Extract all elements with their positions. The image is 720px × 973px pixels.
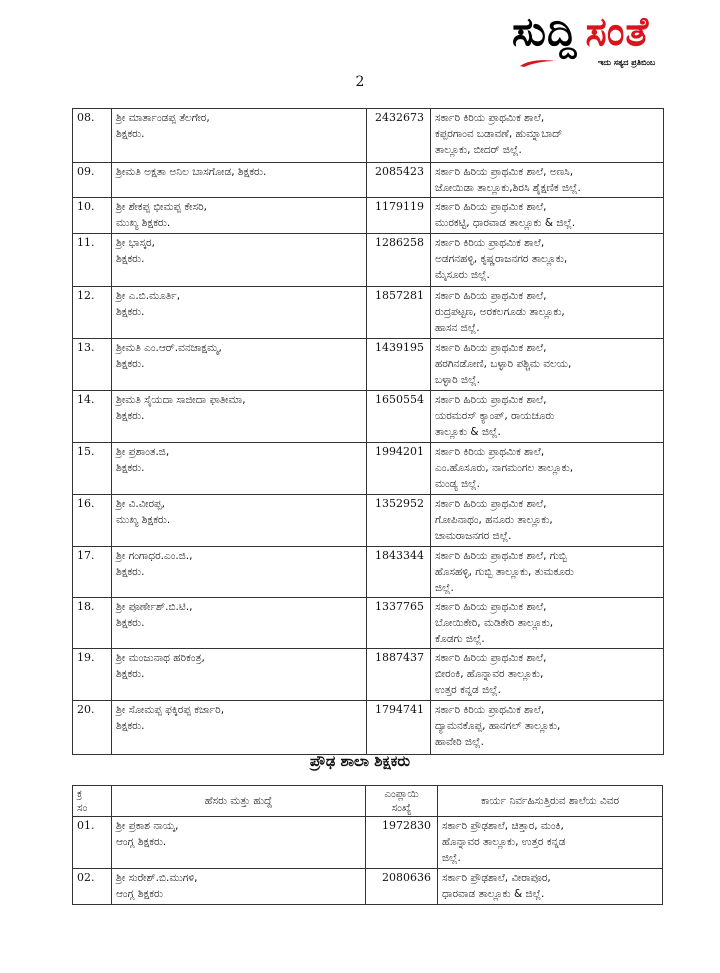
- header-school: ಕಾರ್ಯ ನಿರ್ವಹಿಸುತ್ತಿರುವ ಶಾಲೆಯ ವಿವರ: [438, 786, 663, 817]
- school-cell: ಸರ್ಕಾರಿ ಹಿರಿಯ ಪ್ರಾಥಮಿಕ ಶಾಲೆ, ಬೀರಂಕಿ, ಹೊನ್ನಾವರ ತಾಲ್ಲೂಕು, ಉತ್ತರ ಕನ್ನಡ ಜಿಲ್ಲೆ.: [431, 649, 664, 701]
- school-cell: ಸರ್ಕಾರಿ ಕಿರಿಯ ಪ್ರಾಥಮಿಕ ಶಾಲೆ, ಎಂ.ಹೊಸೂರು, ನಾಗಮಂಗಲ ತಾಲ್ಲೂಕು, ಮಂಡ್ಯ ಜಿಲ್ಲೆ.: [431, 443, 664, 495]
- serial-cell: 09.: [73, 163, 112, 198]
- employee-id-cell: 1994201: [367, 443, 431, 495]
- table-row: [73, 495, 664, 547]
- table-row: [73, 598, 664, 649]
- table-row: [73, 287, 664, 339]
- name-cell: ಶ್ರೀ ಶೇಕಪ್ಪ ಭೀಮಪ್ಪ ಕೇಸರಿ, ಮುಖ್ಯ ಶಿಕ್ಷಕರು.: [112, 198, 367, 234]
- name-cell: ಶ್ರೀಮತಿ ಸೈಯದಾ ಸಾಜೀದಾ ಫಾತೀಮಾ, ಶಿಕ್ಷಕರು.: [112, 391, 367, 443]
- employee-id-cell: 1179119: [367, 198, 431, 234]
- school-cell: ಸರ್ಕಾರಿ ಹಿರಿಯ ಪ್ರಾಥಮಿಕ ಶಾಲೆ, ಅಣಸಿ, ಜೋಯಿಡಾ ತಾಲ್ಲೂಕು,ಶಿರಸಿ ಶೈಕ್ಷಣಿಕ ಜಿಲ್ಲೆ.: [431, 163, 664, 198]
- name-cell: ಶ್ರೀ ಪೂರ್ಣೇಶ್.ಬಿ.ಟಿ., ಶಿಕ್ಷಕರು.: [112, 598, 367, 649]
- school-cell: ಸರ್ಕಾರಿ ಪ್ರೌಢಶಾಲೆ, ಚಿತ್ತಾರ, ಮಂಕಿ, ಹೊನ್ನಾವರ ತಾಲ್ಲೂಕು, ಉತ್ತರ ಕನ್ನಡ ಜಿಲ್ಲೆ.: [438, 817, 663, 869]
- school-cell: ಸರ್ಕಾರಿ ಕಿರಿಯ ಪ್ರಾಥಮಿಕ ಶಾಲೆ, ಕಪ್ಪರಗಾಂವ ಬಡಾವಣೆ, ಹುಮ್ನಾಬಾದ್ ತಾಲ್ಲೂಕು, ಬೀದರ್ ಜಿಲ್ಲೆ.: [431, 109, 664, 163]
- serial-cell: 19.: [73, 649, 112, 701]
- employee-id-cell: 2432673: [367, 109, 431, 163]
- serial-cell: 14.: [73, 391, 112, 443]
- school-cell: ಸರ್ಕಾರಿ ಕಿರಿಯ ಪ್ರಾಥಮಿಕ ಶಾಲೆ, ಅಡಗನಹಳ್ಳಿ, ಕೃಷ್ಣರಾಜನಗರ ತಾಲ್ಲೂಕು, ಮೈಸೂರು ಜಿಲ್ಲೆ.: [431, 234, 664, 287]
- serial-cell: 02.: [73, 869, 112, 905]
- school-cell: ಸರ್ಕಾರಿ ಹಿರಿಯ ಪ್ರಾಥಮಿಕ ಶಾಲೆ, ಬೋಯಿಕೇರಿ, ಮಡಿಕೇರಿ ತಾಲ್ಲೂಕು, ಕೊಡಗು ಜಿಲ್ಲೆ.: [431, 598, 664, 649]
- table-row: [73, 443, 664, 495]
- employee-id-cell: 1286258: [367, 234, 431, 287]
- table-row: [73, 391, 664, 443]
- serial-cell: 16.: [73, 495, 112, 547]
- name-cell: ಶ್ರೀ ಮಂಜುನಾಥ ಹರಿಕಂತ್ರ, ಶಿಕ್ಷಕರು.: [112, 649, 367, 701]
- table-row: [73, 339, 664, 391]
- table-row: [73, 547, 664, 598]
- employee-id-cell: 1337765: [367, 598, 431, 649]
- logo-word-1: ಸುದ್ದಿ: [512, 9, 578, 55]
- header-serial: ಕ್ರ ಸಂ: [73, 786, 112, 817]
- employee-id-cell: 1887437: [367, 649, 431, 701]
- name-cell: ಶ್ರೀ ಪ್ರಕಾಶ ನಾಯ್ಕ, ಆಂಗ್ಲ ಶಿಕ್ಷಕರು.: [112, 817, 366, 869]
- school-cell: ಸರ್ಕಾರಿ ಕಿರಿಯ ಪ್ರಾಥಮಿಕ ಶಾಲೆ, ದ್ಯಾಮನಕೊಪ್ಪ, ಹಾನಗಲ್ ತಾಲ್ಲೂಕು, ಹಾವೇರಿ ಜಿಲ್ಲೆ.: [431, 701, 664, 755]
- serial-cell: 10.: [73, 198, 112, 234]
- table-body: [73, 109, 664, 755]
- serial-cell: 15.: [73, 443, 112, 495]
- employee-id-cell: 1843344: [367, 547, 431, 598]
- table-body: [73, 817, 663, 905]
- employee-id-cell: 1352952: [367, 495, 431, 547]
- serial-cell: 13.: [73, 339, 112, 391]
- teachers-table-high-school: [72, 785, 663, 905]
- school-cell: ಸರ್ಕಾರಿ ಪ್ರೌಢಶಾಲೆ, ವೀರಾಪೂರ, ಧಾರವಾಡ ತಾಲ್ಲೂಕು & ಜಿಲ್ಲೆ.: [438, 869, 663, 905]
- logo-wordmark: [512, 8, 649, 56]
- site-logo: [512, 8, 712, 70]
- school-cell: ಸರ್ಕಾರಿ ಹಿರಿಯ ಪ್ರಾಥಮಿಕ ಶಾಲೆ, ಯರಮರಸ್ ಕ್ಯಾಂಪ್, ರಾಯಚೂರು ತಾಲ್ಲೂಕು & ಜಿಲ್ಲೆ.: [431, 391, 664, 443]
- name-cell: ಶ್ರೀ ಮಾರ್ತಾಂಡಪ್ಪ ತೆಲಗೇರ, ಶಿಕ್ಷಕರು.: [112, 109, 367, 163]
- table-row: [73, 817, 663, 869]
- employee-id-cell: 1794741: [367, 701, 431, 755]
- table-row: [73, 701, 664, 755]
- page-number: 2: [355, 74, 365, 90]
- header-employee-id: ಎಂಪ್ಲಾಯಿ ಸಂಖ್ಯೆ: [366, 786, 438, 817]
- table-row: [73, 869, 663, 905]
- employee-id-cell: 1857281: [367, 287, 431, 339]
- header-name: ಹೆಸರು ಮತ್ತು ಹುದ್ದೆ: [112, 786, 366, 817]
- table-row: [73, 649, 664, 701]
- logo-swoosh-icon: [518, 58, 558, 68]
- employee-id-cell: 1650554: [367, 391, 431, 443]
- employee-id-cell: 2080636: [366, 869, 438, 905]
- serial-cell: 18.: [73, 598, 112, 649]
- name-cell: ಶ್ರೀ ಪ್ರಶಾಂತ.ಜಿ, ಶಿಕ್ಷಕರು.: [112, 443, 367, 495]
- name-cell: ಶ್ರೀ ಸುರೇಶ್.ಬಿ.ಮುಗಳಿ, ಆಂಗ್ಲ ಶಿಕ್ಷಕರು: [112, 869, 366, 905]
- serial-cell: 20.: [73, 701, 112, 755]
- school-cell: ಸರ್ಕಾರಿ ಹಿರಿಯ ಪ್ರಾಥಮಿಕ ಶಾಲೆ, ಮುರಕಟ್ಟಿ, ಧಾರವಾಡ ತಾಲ್ಲೂಕು & ಜಿಲ್ಲೆ.: [431, 198, 664, 234]
- table-row: [73, 198, 664, 234]
- name-cell: ಶ್ರೀಮತಿ ಅಕ್ಷತಾ ಅನಿಲ ಬಾಸಗೋಡ, ಶಿಕ್ಷಕರು.: [112, 163, 367, 198]
- employee-id-cell: 1439195: [367, 339, 431, 391]
- school-cell: ಸರ್ಕಾರಿ ಹಿರಿಯ ಪ್ರಾಥಮಿಕ ಶಾಲೆ, ಗುಬ್ಬಿ ಹೊಸಹಳ್ಳಿ, ಗುಬ್ಬಿ ತಾಲ್ಲೂಕು, ತುಮಕೂರು ಜಿಲ್ಲೆ.: [431, 547, 664, 598]
- school-cell: ಸರ್ಕಾರಿ ಹಿರಿಯ ಪ್ರಾಥಮಿಕ ಶಾಲೆ, ಹರಗಿನಡೋಣಿ, ಬಳ್ಳಾರಿ ಪಶ್ಚಿಮ ವಲಯ, ಬಳ್ಳಾರಿ ಜಿಲ್ಲೆ.: [431, 339, 664, 391]
- logo-word-2: ಸಂತೆ: [585, 9, 650, 55]
- table-header-row: [73, 786, 663, 817]
- name-cell: ಶ್ರೀ ಸೋಮಪ್ಪ ಫಕ್ಕಿರಪ್ಪ ಕರ್ಜಾರಿ, ಶಿಕ್ಷಕರು.: [112, 701, 367, 755]
- name-cell: ಶ್ರೀ ಗಂಗಾಧರ.ಎಂ.ಜಿ., ಶಿಕ್ಷಕರು.: [112, 547, 367, 598]
- section-heading-high-school: ಪ್ರೌಢ ಶಾಲಾ ಶಿಕ್ಷಕರು: [309, 752, 411, 770]
- name-cell: ಶ್ರೀ ಭಾಸ್ಕರ, ಶಿಕ್ಷಕರು.: [112, 234, 367, 287]
- serial-cell: 17.: [73, 547, 112, 598]
- name-cell: ಶ್ರೀಮತಿ ಎಂ.ಆರ್.ವನಜಾಕ್ಷಮ್ಮ, ಶಿಕ್ಷಕರು.: [112, 339, 367, 391]
- serial-cell: 12.: [73, 287, 112, 339]
- name-cell: ಶ್ರೀ ವಿ.ವೀರಪ್ಪ, ಮುಖ್ಯ ಶಿಕ್ಷಕರು.: [112, 495, 367, 547]
- table-row: [73, 234, 664, 287]
- employee-id-cell: 1972830: [366, 817, 438, 869]
- serial-cell: 11.: [73, 234, 112, 287]
- table-row: [73, 163, 664, 198]
- logo-tagline: ಇದು ಸತ್ಯದ ಪ್ರತಿಬಿಂಬ: [598, 58, 656, 67]
- serial-cell: 08.: [73, 109, 112, 163]
- table-row: [73, 109, 664, 163]
- teachers-table-primary: [72, 108, 664, 755]
- name-cell: ಶ್ರೀ ಎ.ಬಿ.ಮೂರ್ತಿ, ಶಿಕ್ಷಕರು.: [112, 287, 367, 339]
- employee-id-cell: 2085423: [367, 163, 431, 198]
- school-cell: ಸರ್ಕಾರಿ ಹಿರಿಯ ಪ್ರಾಥಮಿಕ ಶಾಲೆ, ರುದ್ರಪಟ್ಟಣ, ಅರಕಲಗೂಡು ತಾಲ್ಲೂಕು, ಹಾಸನ ಜಿಲ್ಲೆ.: [431, 287, 664, 339]
- serial-cell: 01.: [73, 817, 112, 869]
- school-cell: ಸರ್ಕಾರಿ ಹಿರಿಯ ಪ್ರಾಥಮಿಕ ಶಾಲೆ, ಗೋಪಿನಾಥಂ, ಹನೂರು ತಾಲ್ಲೂಕು, ಚಾಮರಾಜನಗರ ಜಿಲ್ಲೆ.: [431, 495, 664, 547]
